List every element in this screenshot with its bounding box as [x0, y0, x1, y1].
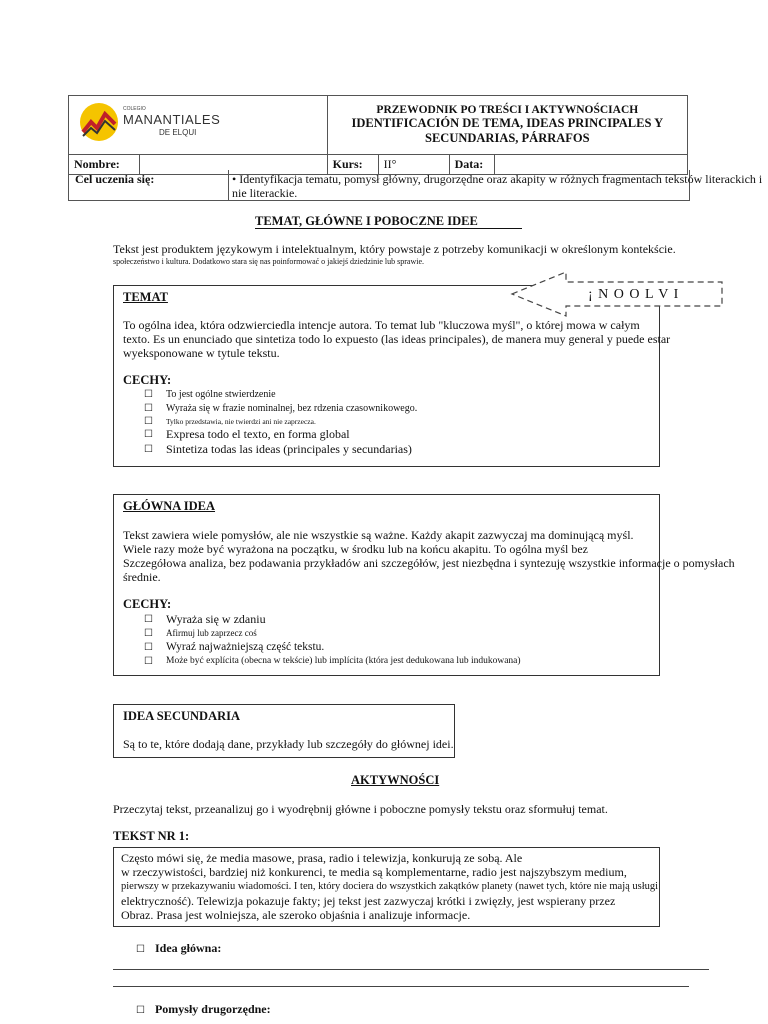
checkbox-icon: ☐	[144, 656, 153, 667]
temat-cechy: CECHY:	[123, 373, 172, 387]
checkbox-icon: ☐	[144, 642, 153, 653]
answer-line[interactable]	[113, 969, 709, 970]
tekst1-line4: elektryczność). Telewizja pokazuje fakty; jej tekst jest zazwyczaj krótki i zwięzły, jest wspierany przez	[121, 894, 616, 908]
tekst1-line2: w rzeczywistości, bardziej niż konkurenci, te media są komplementarne, radio jest najszybszym medium,	[121, 865, 627, 879]
glowna-heading: GŁÓWNA IDEA	[123, 499, 216, 513]
secundaria-text: Są to te, które dodają dane, przykłady lub szczegóły do głównej idei.	[123, 737, 454, 751]
checkbox-icon: ☐	[136, 944, 145, 955]
glowna-text2: Wiele razy może być wyrażona na początku, w środku lub na końcu akapitu. To ogólna myśl bez	[123, 542, 588, 556]
glowna-text4: średnie.	[123, 570, 161, 584]
document-title-line2: IDENTIFICACIÓN DE TEMA, IDEAS PRINCIPALES Y SECUNDARIAS, PÁRRAFOS	[351, 116, 664, 145]
pomysly-item	[136, 1002, 271, 1017]
goal-text: • Identyfikacja tematu, pomysł główny, drugorzędne oraz akapity w różnych fragmentach tekstów literackich i nie literackie.	[232, 172, 763, 200]
list-item: ☐ Sintetiza todas las ideas (principales y secundarias)	[144, 442, 412, 456]
glowna-cechy: CECHY:	[123, 597, 172, 611]
tekst1-line3: pierwszy w przekazywaniu wiadomości. I ten, który dociera do wszystkich zakątków planety (nawet tych, które nie mają usługi	[121, 881, 659, 892]
temat-list	[140, 388, 640, 457]
tekst1-line5: Obraz. Prasa jest wolniejsza, ale szeroko objaśnia i analizuje informacje.	[121, 908, 471, 922]
aktywnosci-text: Przeczytaj tekst, przeanalizuj go i wyodrębnij główne i poboczne pomysły tekstu oraz sformułuj temat.	[113, 802, 608, 816]
section-title-text: TEMAT, GŁÓWNE I POBOCZNE IDEE	[255, 214, 522, 229]
logo-cell	[69, 96, 328, 155]
goal-label: Cel uczenia się:	[75, 172, 155, 186]
glowna-text3: Szczegółowa analiza, bez podawania przykładów ani szczegółów, jest niezbędna i syntezuję wszystkie informacje o pomysłach	[123, 556, 735, 570]
checkbox-icon: ☐	[144, 389, 153, 400]
logo-small-text: COLEGIO	[123, 106, 146, 112]
list-item: ☐ Afirmuj lub zaprzecz coś	[144, 628, 257, 639]
arrow-label: ¡ N O O L V I	[588, 287, 680, 302]
temat-text2: texto. Es un enunciado que sintetiza todo lo expuesto (las ideas principales), de manera muy general y puede estar	[123, 332, 671, 346]
temat-heading: TEMAT	[123, 290, 168, 304]
checkbox-icon: ☐	[136, 1005, 145, 1016]
logo-sub-text: DE ELQUI	[159, 128, 197, 137]
checkbox-icon: ☐	[144, 429, 153, 440]
checkbox-icon: ☐	[144, 628, 153, 639]
idea-glowna-item	[136, 941, 221, 956]
aktywnosci-title: AKTYWNOŚCI	[351, 773, 440, 787]
kurs-label: Kurs:	[327, 155, 378, 175]
answer-line[interactable]	[113, 986, 689, 987]
list-item: ☐ Tylko przedstawia, nie twierdzi ani nie zaprzecza.	[144, 416, 316, 427]
document-title-line1: PRZEWODNIK PO TREŚCI I AKTYWNOŚCIACH	[376, 104, 639, 116]
data-label: Data:	[454, 157, 484, 171]
school-logo-icon	[79, 102, 119, 142]
glowna-text1: Tekst zawiera wiele pomysłów, ale nie wszystkie są ważne. Każdy akapit zazwyczaj ma dominującą myśl.	[123, 528, 634, 542]
nombre-label: Nombre:	[69, 155, 140, 175]
tekst1-line1: Często mówi się, że media masowe, prasa, radio i telewizja, konkurują ze sobą. Ale	[121, 851, 523, 865]
temat-text3: wyeksponowane w tytule tekstu.	[123, 346, 280, 360]
list-item: ☐ Expresa todo el texto, en forma global	[144, 427, 350, 441]
list-item: ☐ To jest ogólne stwierdzenie	[144, 389, 276, 400]
checkbox-icon: ☐	[144, 614, 153, 625]
tekst1-heading: TEKST NR 1:	[113, 829, 190, 843]
goal-divider	[228, 170, 229, 200]
list-item: ☐ Wyraża się w frazie nominalnej, bez rdzenia czasownikowego.	[144, 403, 418, 414]
idea-glowna-label: Idea główna:	[154, 941, 222, 955]
temat-text1: To ogólna idea, która odzwierciedla intencje autora. To temat lub "kluczowa myśl", o której mowa w całym	[123, 318, 640, 332]
list-item: ☐ Może być explícita (obecna w tekście) lub implícita (która jest dedukowana lub indukowana)	[144, 656, 521, 667]
list-item: ☐ Wyraź najważniejszą część tekstu.	[144, 641, 325, 653]
intro-line1: Tekst jest produktem językowym i intelektualnym, który powstaje z potrzeby komunikacji w określonym kontekście.	[113, 242, 676, 256]
list-item: ☐ Wyraża się w zdaniu	[144, 612, 266, 626]
glowna-list	[140, 612, 640, 668]
intro-line2: społeczeństwo i kultura. Dodatkowo stara się nas poinformować o jakiejś dziedzinie lub sprawie.	[113, 257, 425, 266]
checkbox-icon: ☐	[144, 416, 153, 427]
section-title	[255, 214, 522, 229]
checkbox-icon: ☐	[144, 444, 153, 455]
logo-main-text: MANANTIALES	[123, 112, 221, 127]
title-cell	[327, 96, 687, 155]
secundaria-heading: IDEA SECUNDARIA	[123, 709, 241, 723]
pomysly-label: Pomysły drugorzędne:	[154, 1002, 271, 1016]
checkbox-icon: ☐	[144, 403, 153, 414]
header-table	[68, 95, 688, 175]
kurs-value: II°	[378, 155, 449, 175]
